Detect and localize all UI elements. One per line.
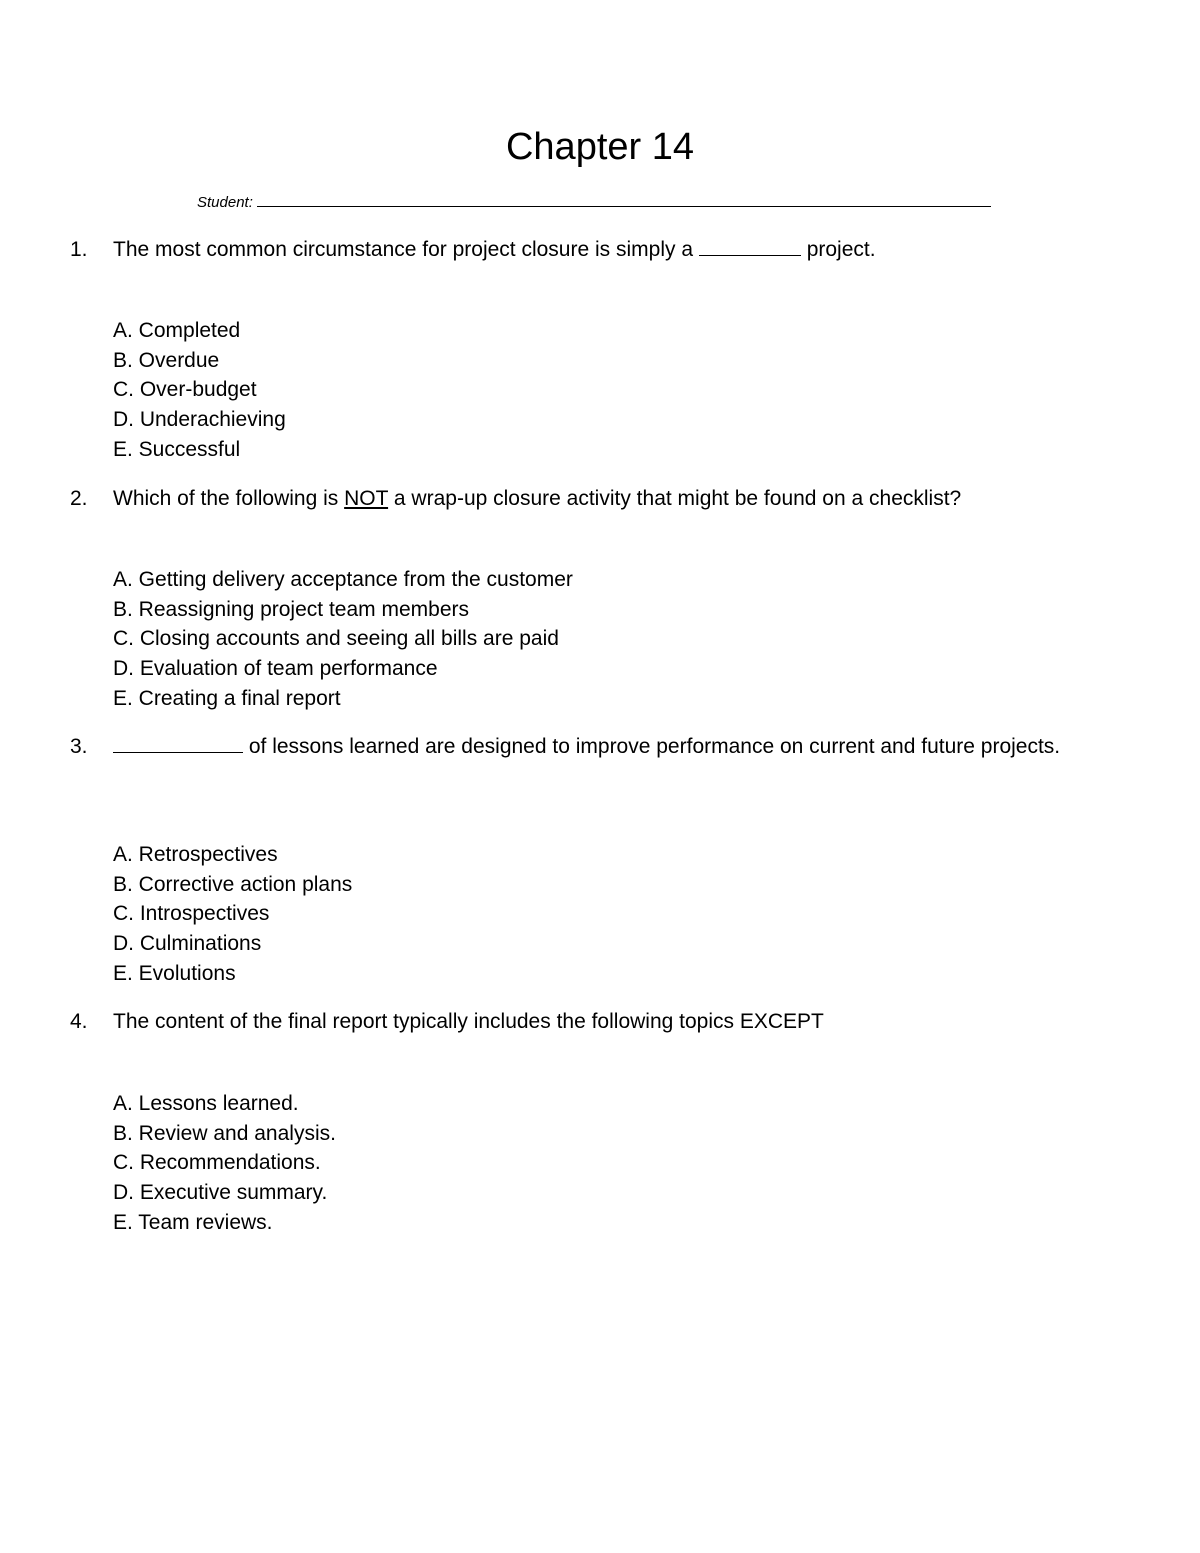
option-c[interactable]: C. Recommendations. [113, 1151, 321, 1175]
question-text-after: a wrap-up closure activity that might be found on a checklist? [393, 487, 962, 510]
question-number: 4. [70, 1010, 88, 1033]
student-field [197, 192, 991, 213]
option-c[interactable]: C. Introspectives [113, 902, 270, 926]
option-a[interactable]: A. Completed [113, 319, 241, 342]
question-text-before: The most common circumstance for project closure is simply a [113, 238, 694, 261]
student-label: Student: [197, 194, 253, 211]
answer-options-3 [113, 840, 352, 989]
answer-options-1 [113, 316, 286, 465]
option-a[interactable]: A. Retrospectives [113, 843, 278, 866]
question-text-before: Which of the following is [113, 487, 339, 510]
question-text [113, 236, 1073, 264]
answer-blank [699, 237, 801, 256]
option-d[interactable]: D. Evaluation of team performance [113, 657, 438, 681]
answer-blank [113, 734, 243, 753]
question-text-after: of lessons learned are designed to improve performance on current and future projects. [248, 735, 1061, 758]
question-emphasis: NOT [344, 487, 389, 510]
question-text [113, 485, 1073, 513]
option-b[interactable]: B. Review and analysis. [113, 1121, 336, 1145]
option-c[interactable]: C. Over-budget [113, 378, 257, 402]
student-name-line[interactable] [257, 192, 991, 207]
option-d[interactable]: D. Underachieving [113, 408, 286, 432]
page-title: Chapter 14 [505, 126, 694, 168]
answer-options-2 [113, 565, 573, 714]
option-d[interactable]: D. Culminations [113, 932, 262, 956]
question-text: The content of the final report typically includes the following topics EXCEPT [113, 1010, 824, 1033]
option-c[interactable]: C. Closing accounts and seeing all bills are paid [113, 627, 559, 651]
option-d[interactable]: D. Executive summary. [113, 1181, 328, 1205]
option-b[interactable]: B. Reassigning project team members [113, 597, 469, 621]
option-e[interactable]: E. Creating a final report [113, 686, 341, 710]
question-number: 2. [70, 487, 88, 510]
option-a[interactable]: A. Getting delivery acceptance from the customer [113, 568, 573, 591]
option-e[interactable]: E. Evolutions [113, 961, 236, 985]
option-e[interactable]: E. Team reviews. [113, 1210, 273, 1234]
question-text [113, 733, 1073, 761]
question-text-after: project. [806, 238, 876, 261]
option-a[interactable]: A. Lessons learned. [113, 1092, 299, 1115]
option-b[interactable]: B. Corrective action plans [113, 872, 353, 896]
option-e[interactable]: E. Successful [113, 437, 241, 461]
question-number: 1. [70, 238, 88, 261]
answer-options-4 [113, 1089, 336, 1238]
option-b[interactable]: B. Overdue [113, 348, 220, 372]
question-number: 3. [70, 735, 88, 758]
